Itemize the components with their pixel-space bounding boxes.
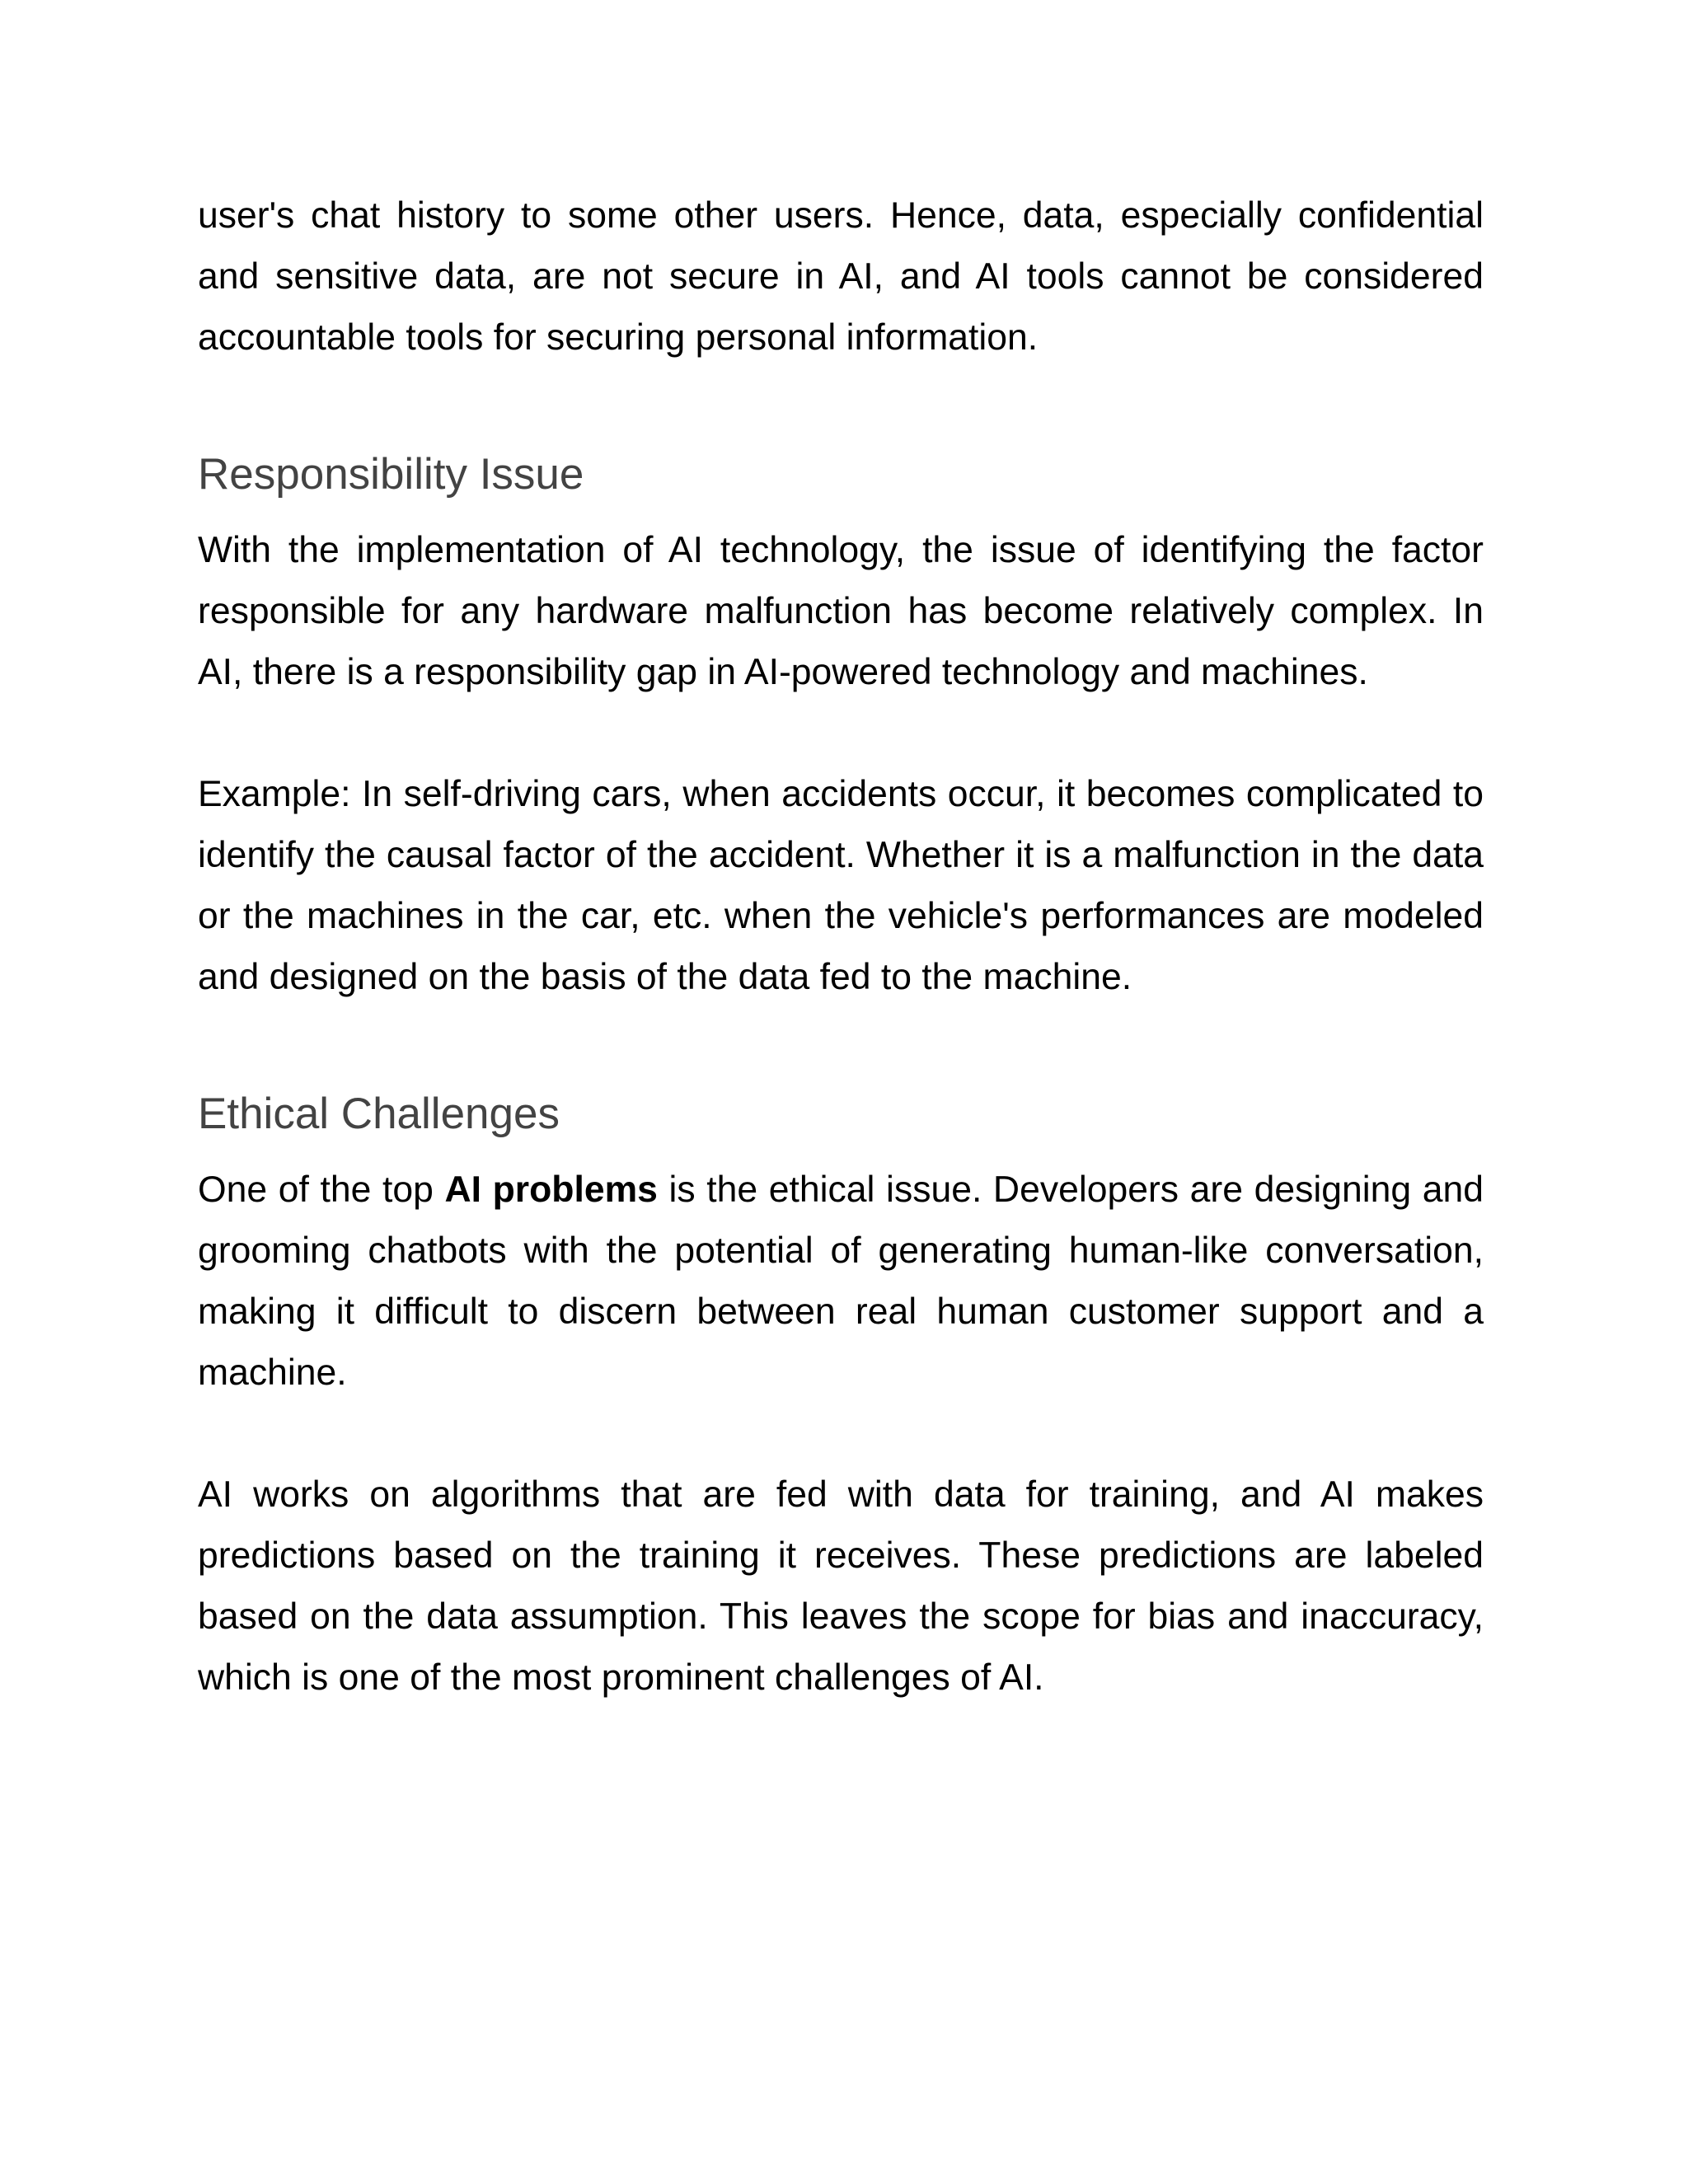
section-heading: Ethical Challenges (198, 1090, 560, 1138)
section-heading: Responsibility Issue (198, 450, 584, 499)
document-page (198, 185, 1484, 1708)
bold-term: AI problems (444, 1169, 658, 1210)
paragraph (198, 1160, 1484, 1404)
intro-paragraph: user's chat history to some other users. Hence, data, especially confidential and sensitive data, are not secure in AI, and AI tools cannot be considered accountable tools for securing personal information. (198, 195, 1484, 358)
section-responsibility-issue (198, 446, 1484, 1008)
text-run: is the ethical issue. Developers are designing and grooming chatbots with the potential of generating human-like conversation, making it difficult to discern between real human customer support and a machine. (198, 1169, 1484, 1393)
example-paragraph: Example: In self-driving cars, when accidents occur, it becomes complicated to identify the causal factor of the accident. Whether it is a malfunction in the data or the machines in the car, etc. when the vehicle's performances are modeled and designed on the basis of the data fed to the machine. (198, 774, 1484, 997)
section-ethical-challenges (198, 1085, 1484, 1708)
text-run: One of the top (198, 1169, 445, 1210)
paragraph: With the implementation of AI technology, the issue of identifying the factor responsible for any hardware malfunction has become relatively complex. In AI, there is a responsibility gap in AI-powered technology and machines. (198, 530, 1484, 692)
paragraph: AI works on algorithms that are fed with data for training, and AI makes predictions based on the training it receives. These predictions are labeled based on the data assumption. This leaves the scope for bias and inaccuracy, which is one of the most prominent challenges of AI. (198, 1474, 1484, 1698)
